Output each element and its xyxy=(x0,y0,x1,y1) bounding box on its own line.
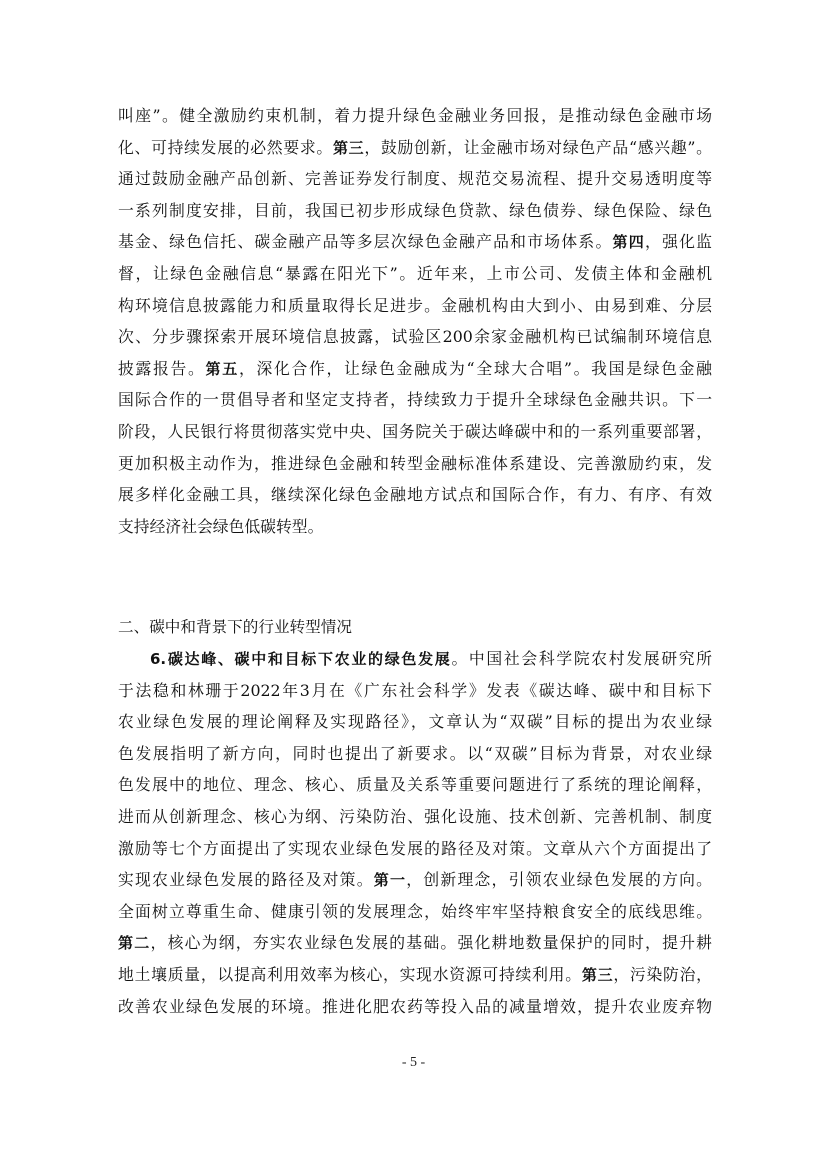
text-run: 更加积极主动作为，推进绿色金融和转型金融标准体系建设、完善激励约束，发 xyxy=(118,453,712,473)
text-line xyxy=(118,353,712,385)
bold-term: 碳达峰、碳中和目标下农业的绿色发展 xyxy=(166,650,452,668)
text-line xyxy=(118,927,712,959)
text-line xyxy=(118,258,712,290)
text-run: 改善农业绿色发展的环境。推进化肥农药等投入品的减量增效，提升农业废弃物 xyxy=(118,996,712,1016)
text-run: 次、分步骤探索开展环境信息披露，试验区200余家金融机构已试编制环境信息 xyxy=(118,327,712,347)
text-run: 地土壤质量，以提高利用效率为核心，实现水资源可持续利用。 xyxy=(118,964,582,984)
text-run: ，深化合作，让绿色金融成为“全球大合唱”。我国是绿色金融 xyxy=(238,358,712,378)
text-run: 色发展指明了新方向，同时也提出了新要求。以“双碳”目标为背景，对农业绿 xyxy=(118,743,712,763)
text-run: 。中国社会科学院农村发展研究所 xyxy=(451,649,712,668)
text-run: 通过鼓励金融产品创新、完善证券发行制度、规范交易流程、提升交易透明度等 xyxy=(118,169,712,189)
text-line xyxy=(118,384,712,416)
bold-term: 第三 xyxy=(581,965,614,984)
text-line xyxy=(118,195,712,227)
text-line xyxy=(118,321,712,353)
text-run: 阶段，人民银行将贯彻落实党中央、国务院关于碳达峰碳中和的一系列重要部署， xyxy=(118,421,712,441)
text-run: 色发展中的地位、理念、核心、质量及关系等重要问题进行了系统的理论阐释， xyxy=(118,775,712,795)
text-line xyxy=(118,959,712,991)
text-run: 督，让绿色金融信息“暴露在阳光下”。近年来，上市公司、发债主体和金融机 xyxy=(118,263,712,283)
text-line xyxy=(118,991,712,1023)
text-run: 一系列制度安排，目前，我国已初步形成绿色贷款、绿色债券、绿色保险、绿色 xyxy=(118,200,712,220)
bold-term: 第四 xyxy=(612,233,646,252)
text-line xyxy=(118,675,712,707)
text-line xyxy=(118,100,712,132)
text-line xyxy=(118,833,712,865)
text-run: ，污染防治， xyxy=(613,964,712,984)
section-heading: 二、碳中和背景下的行业转型情况 xyxy=(118,618,352,636)
text-run: ，核心为纲，夯实农业绿色发展的基础。强化耕地数量保护的同时，提升耕 xyxy=(150,933,712,953)
text-run: 进而从创新理念、核心为纲、污染防治、强化设施、技术创新、完善机制、制度 xyxy=(118,806,712,826)
body-paragraph-2 xyxy=(118,643,712,1022)
text-run: 支持经济社会绿色低碳转型。 xyxy=(118,516,324,536)
text-run: ，创新理念，引领农业绿色发展的方向。 xyxy=(406,870,712,890)
bold-term: 第五 xyxy=(205,359,239,378)
text-run: 基金、绿色信托、碳金融产品等多层次绿色金融产品和市场体系。 xyxy=(118,232,613,252)
text-run: 叫座”。健全激励约束机制，着力提升绿色金融业务回报，是推动绿色金融市场 xyxy=(118,106,712,125)
text-run: 实现农业绿色发展的路径及对策。 xyxy=(118,870,374,890)
text-line xyxy=(118,226,712,258)
text-line xyxy=(118,896,712,928)
text-run: 披露报告。 xyxy=(118,358,206,378)
page-number: - 5 - xyxy=(401,1055,426,1070)
text-run: 农业绿色发展的理论阐释及实现路径》，文章认为“双碳”目标的提出为农业绿 xyxy=(118,712,712,732)
text-run: 全面树立尊重生命、健康引领的发展理念，始终牢牢坚持粮食安全的底线思维。 xyxy=(118,901,712,921)
text-line xyxy=(118,448,712,480)
body-paragraph-1 xyxy=(118,100,712,542)
text-line xyxy=(118,479,712,511)
bold-term: 第二 xyxy=(118,934,151,953)
text-line xyxy=(118,290,712,322)
text-line xyxy=(118,769,712,801)
text-line xyxy=(118,864,712,896)
text-run: ，鼓励创新，让金融市场对绿色产品“感兴趣”。 xyxy=(364,137,712,157)
text-run: 国际合作的一贯倡导者和坚定支持者，持续致力于提升全球绿色金融共识。下一 xyxy=(118,390,712,410)
text-run: 激励等七个方面提出了实现农业绿色发展的路径及对策。文章从六个方面提出了 xyxy=(118,838,712,858)
bold-term: 6. xyxy=(150,650,167,668)
text-run: 展多样化金融工具，继续深化绿色金融地方试点和国际合作，有力、有序、有效 xyxy=(118,485,712,505)
bold-term: 第一 xyxy=(373,871,407,890)
text-run: 构环境信息披露能力和质量取得长足进步。金融机构由大到小、由易到难、分层 xyxy=(118,295,712,315)
text-line xyxy=(118,738,712,770)
text-line xyxy=(118,163,712,195)
text-line xyxy=(118,511,712,543)
text-line xyxy=(118,706,712,738)
bold-term: 第三 xyxy=(332,138,365,157)
text-run: 化、可持续发展的必然要求。 xyxy=(118,137,333,157)
text-line xyxy=(118,416,712,448)
text-run: 于法稳和林珊于2022年3月在《广东社会科学》发表《碳达峰、碳中和目标下 xyxy=(118,680,712,700)
text-line xyxy=(118,132,712,164)
text-run: ，强化监 xyxy=(645,232,712,252)
text-line xyxy=(118,801,712,833)
text-line xyxy=(118,643,712,675)
